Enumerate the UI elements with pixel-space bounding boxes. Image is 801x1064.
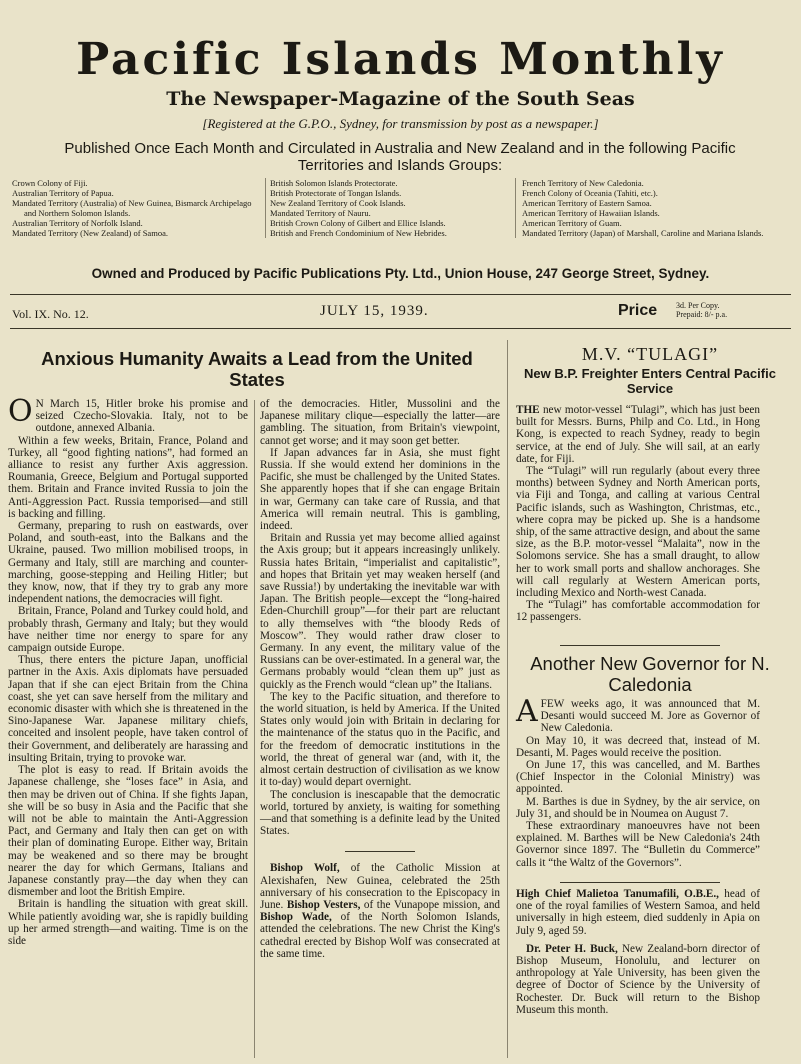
article-column-2 — [260, 398, 500, 1058]
territory-item: Mandated Territory (New Zealand) of Samoa. — [12, 228, 168, 238]
tulagi-article — [516, 404, 760, 624]
paragraph: Germany, preparing to rush on eastwards, over Poland, and south-east, into the Balkans and the Ukraine, paused. Two million mobilised troops, in Germany and Italy, still are marching and counter-marching, goose-stepping and Heiling Hitler; but they know, now, that if they try to grab any more independent nations, the democracies will fight. — [8, 520, 248, 606]
territory-item: British Solomon Islands Protectorate. — [270, 178, 398, 188]
territory-item: French Territory of New Caledonia. — [522, 178, 644, 188]
drop-cap: O — [8, 394, 33, 429]
masthead-title: Pacific Islands Monthly — [76, 34, 725, 85]
paragraph: The plot is easy to read. If Britain avoids the Japanese challenge, she “loses face” in Asia, and then may be driven out of China. If she fights Japan, she will be so busy in Asia and the Pacific that she will not be able to maintain the Anti-Aggression Pact, and Germany and Italy then can get on with their plan of dominating Europe. Either way, Britain may be weakened and so there may be brought nearer the day for which Germans, Italians and Japanese constantly pray—the day when they can dismember and loot the British Empire. — [8, 764, 248, 899]
article-headline: Anxious Humanity Awaits a Lead from the United States — [41, 348, 473, 390]
territories-column-3 — [515, 178, 796, 238]
territory-item: French Colony of Oceania (Tahiti, etc.). — [522, 188, 658, 198]
territory-item: Australian Territory of Norfolk Island. — [12, 218, 143, 228]
territory-item: Mandated Territory of Nauru. — [270, 208, 371, 218]
paragraph: On June 17, this was cancelled, and M. Barthes (Chief Inspector in the Colonial Ministry) was appointed. — [516, 759, 760, 796]
paragraph: Thus, there enters the picture Japan, unofficial partner in the Axis. Axis diplomats have persuaded Japan that if she can eject Britain from the China coast, she yet can save herself from the military and economic disaster with which she is threatened in the Sino-Japanese War. Japanese military chiefs, conceited and insolent people, have taken control of their Government, and deliberately are harassing and insulting Britain, trying to provoke war. — [8, 654, 248, 764]
territory-item: Crown Colony of Fiji. — [12, 178, 88, 188]
paragraph: The conclusion is inescapable that the democratic world, tortured by anxiety, is waiting for something—and that something is a definite lead by the United States. — [260, 788, 500, 838]
paragraph: The “Tulagi” will run regularly (about every three months) between Sydney and North American ports, via Fiji and Tonga, and calling at various Central Pacific islands, such as Washington, Christmas, etc., where copra may be picked up. She is a handsome ship, of the same attractive design, and about the same size, as the B.P. motor-vessel “Malaita”, now in the Solomons service. She has a small draught, to allow her to work small ports and shallow anchorages. She will call regularly at Western American ports, including Mexico and North-west Canada. — [516, 465, 760, 600]
volume-number: Vol. IX. No. 12. — [12, 307, 89, 321]
publisher-line: Owned and Produced by Pacific Publications Pty. Ltd., Union House, 247 George Street, Sydney. — [91, 266, 710, 281]
masthead-subtitle: The Newspaper-Magazine of the South Seas — [166, 88, 635, 110]
note-item: High Chief Malietoa Tanumafili, O.B.E., head of one of the royal families of Western Samoa, and held universally in high esteem, died suddenly in Apia on July 9, aged 59. — [516, 888, 760, 937]
territory-item: American Territory of Hawaiian Islands. — [522, 208, 660, 218]
circulation-note: Published Once Each Month and Circulated in Australia and New Zealand and in the following Pacific Territories and Islands Groups: — [64, 140, 736, 174]
territory-item: American Territory of Eastern Samoa. — [522, 198, 652, 208]
article-headline: Another New Governor for N. Caledonia — [530, 653, 770, 695]
governor-article — [516, 694, 760, 878]
territory-item: New Zealand Territory of Cook Islands. — [270, 198, 406, 208]
article-headline: M.V. “TULAGI” — [581, 344, 719, 364]
divider — [560, 882, 720, 883]
territory-item: British Crown Colony of Gilbert and Ellice Islands. — [270, 218, 446, 228]
paragraph: Britain is handling the situation with great skill. While patiently avoiding war, she is rapidly building up her armed strength—and waiting. Time is on the side — [8, 898, 248, 947]
paragraph: of the democracies. Hitler, Mussolini and the Japanese military clique—especially the latter—are gambling. The situation, from Britain's viewpoint, cannot get worse; and it may soon get better. — [260, 398, 500, 447]
column-rule — [254, 400, 255, 1058]
paragraph: O N March 15, Hitler broke his promise and seized Czecho-Slovakia. Italy, not to be outdone, annexed Albania. — [8, 394, 248, 435]
paragraph: Within a few weeks, Britain, France, Poland and Turkey, all “good fighting nations”, had formed an alliance to resist any further Axis aggression. Roumania, Greece, Belgium and Portugal supported them. Britain and France invited Russia to join the Anti-Aggression Pact. Russia temporised—and still is backing and filling. — [8, 434, 248, 520]
paragraph: These extraordinary manoeuvres have not been explained. M. Barthes will be New Caledonia's 24th Governor since 1897. The “Bulletin du Commerce” calls it “the Waltz of the Governors”. — [516, 820, 760, 869]
registration-note: [Registered at the G.P.O., Sydney, for transmission by post as a newspaper.] — [202, 116, 599, 131]
divider — [10, 328, 791, 329]
paragraph: AFEW weeks ago, it was announced that M. Desanti would succeed M. Jore as Governor of New Caledonia. — [516, 694, 760, 735]
bishop-item: Bishop Wolf, of the Catholic Mission at Alexishafen, New Guinea, celebrated the 25th anniversary of his consecration to the Episcopacy in June. Bishop Vesters, of the Vunapope mission, and Bishop Wade, of the North Solomon Islands, attended the celebrations. The new Christ the King's cathedral erected by Bishop Wolf was consecrated at the same time. — [260, 862, 501, 960]
territory-item: Mandated Territory (Australia) of New Guinea, Bismarck Archipelago and Northern Solomon Islands. — [12, 198, 252, 218]
paragraph: Britain and Russia yet may become allied against the Axis group; but it appears increasingly unlikely. Russia hates Britain, “imperialist and capitalistic”, and hopes that Britain yet may weaken herself (and save Russia!) by undertaking the inevitable war with Japan. The British people—except the “long-haired Eden-Churchill group”—for their part are reluctant to ally themselves with “the bloody Reds of Moscow”. They would rather draw closer to Germany. In any event, the military value of the Russians can be over-estimated. In a general war, the Germans probably would “clean them up” just as quickly as the French would “clean up” the Italians. — [260, 532, 500, 691]
territory-item: British Protectorate of Tongan Islands. — [270, 188, 402, 198]
territories-column-2 — [265, 178, 510, 238]
territory-item: British and French Condominium of New Hebrides. — [270, 228, 447, 238]
article-column-1 — [8, 394, 248, 1058]
drop-cap: THE — [516, 404, 540, 416]
article-subheadline: New B.P. Freighter Enters Central Pacific Service — [524, 366, 776, 396]
paragraph: The “Tulagi” has comfortable accommodation for 12 passengers. — [516, 599, 760, 624]
paragraph: If Japan advances far in Asia, she must fight Russia. If she would extend her dominions in the Pacific, she must be challenged by the United States. She apparently hopes that if she can engage Britain in war, Germany can take care of Russia, and that America will remain neutral. This is gambling, indeed. — [260, 446, 500, 533]
personal-notes — [516, 888, 760, 1058]
drop-cap: A — [516, 694, 538, 729]
price-details — [676, 301, 727, 319]
territory-item: American Territory of Guam. — [522, 218, 622, 228]
paragraph: The key to the Pacific situation, and therefore to the world situation, is held by America. If the United States only would join with Britain in declaring for the maintenance of the status quo in the Pacific, and for the freedom of democratic institutions in the world, the threat of general war (and, with it, the almost certain destruction of civilisation as we know it to-day) would depart overnight. — [260, 690, 500, 789]
divider — [345, 851, 415, 852]
price-label: Price — [618, 302, 658, 319]
paragraph: THE new motor-vessel “Tulagi”, which has just been built for Messrs. Burns, Philp and Co. Ltd., in Hong Kong, is expected to reach Sydney, ready to begin service, at the end of July. She will sail, at an early date, for Fiji. — [516, 404, 760, 465]
paragraph: Britain, France, Poland and Turkey could hold, and probably thrash, Germany and Italy; but they would have neither time nor energy to spare for any campaign outside Europe. — [8, 605, 248, 655]
paragraph: M. Barthes is due in Sydney, by the air service, on July 31, and should be in Noumea on August 7. — [516, 795, 760, 820]
column-rule — [507, 340, 508, 1058]
price-prepaid: Prepaid: 8/- p.a. — [676, 310, 728, 319]
price-per-copy: 3d. Per Copy. — [676, 301, 720, 310]
divider — [10, 294, 791, 295]
paragraph: On May 10, it was decreed that, instead of M. Desanti, M. Pages would receive the position. — [516, 734, 760, 759]
divider — [560, 645, 720, 646]
territory-item: Australian Territory of Papua. — [12, 188, 114, 198]
territory-item: Mandated Territory (Japan) of Marshall, Caroline and Mariana Islands. — [522, 228, 764, 238]
territories-column-1 — [12, 178, 252, 238]
note-item: Dr. Peter H. Buck, New Zealand-born director of Bishop Museum, Honolulu, and lecturer on anthropology at Yale University, has been given the degree of Doctor of Science by the University of Rochester. Dr. Buck will return to the Bishop Museum this month. — [516, 942, 760, 1016]
issue-date: JULY 15, 1939. — [320, 303, 429, 319]
